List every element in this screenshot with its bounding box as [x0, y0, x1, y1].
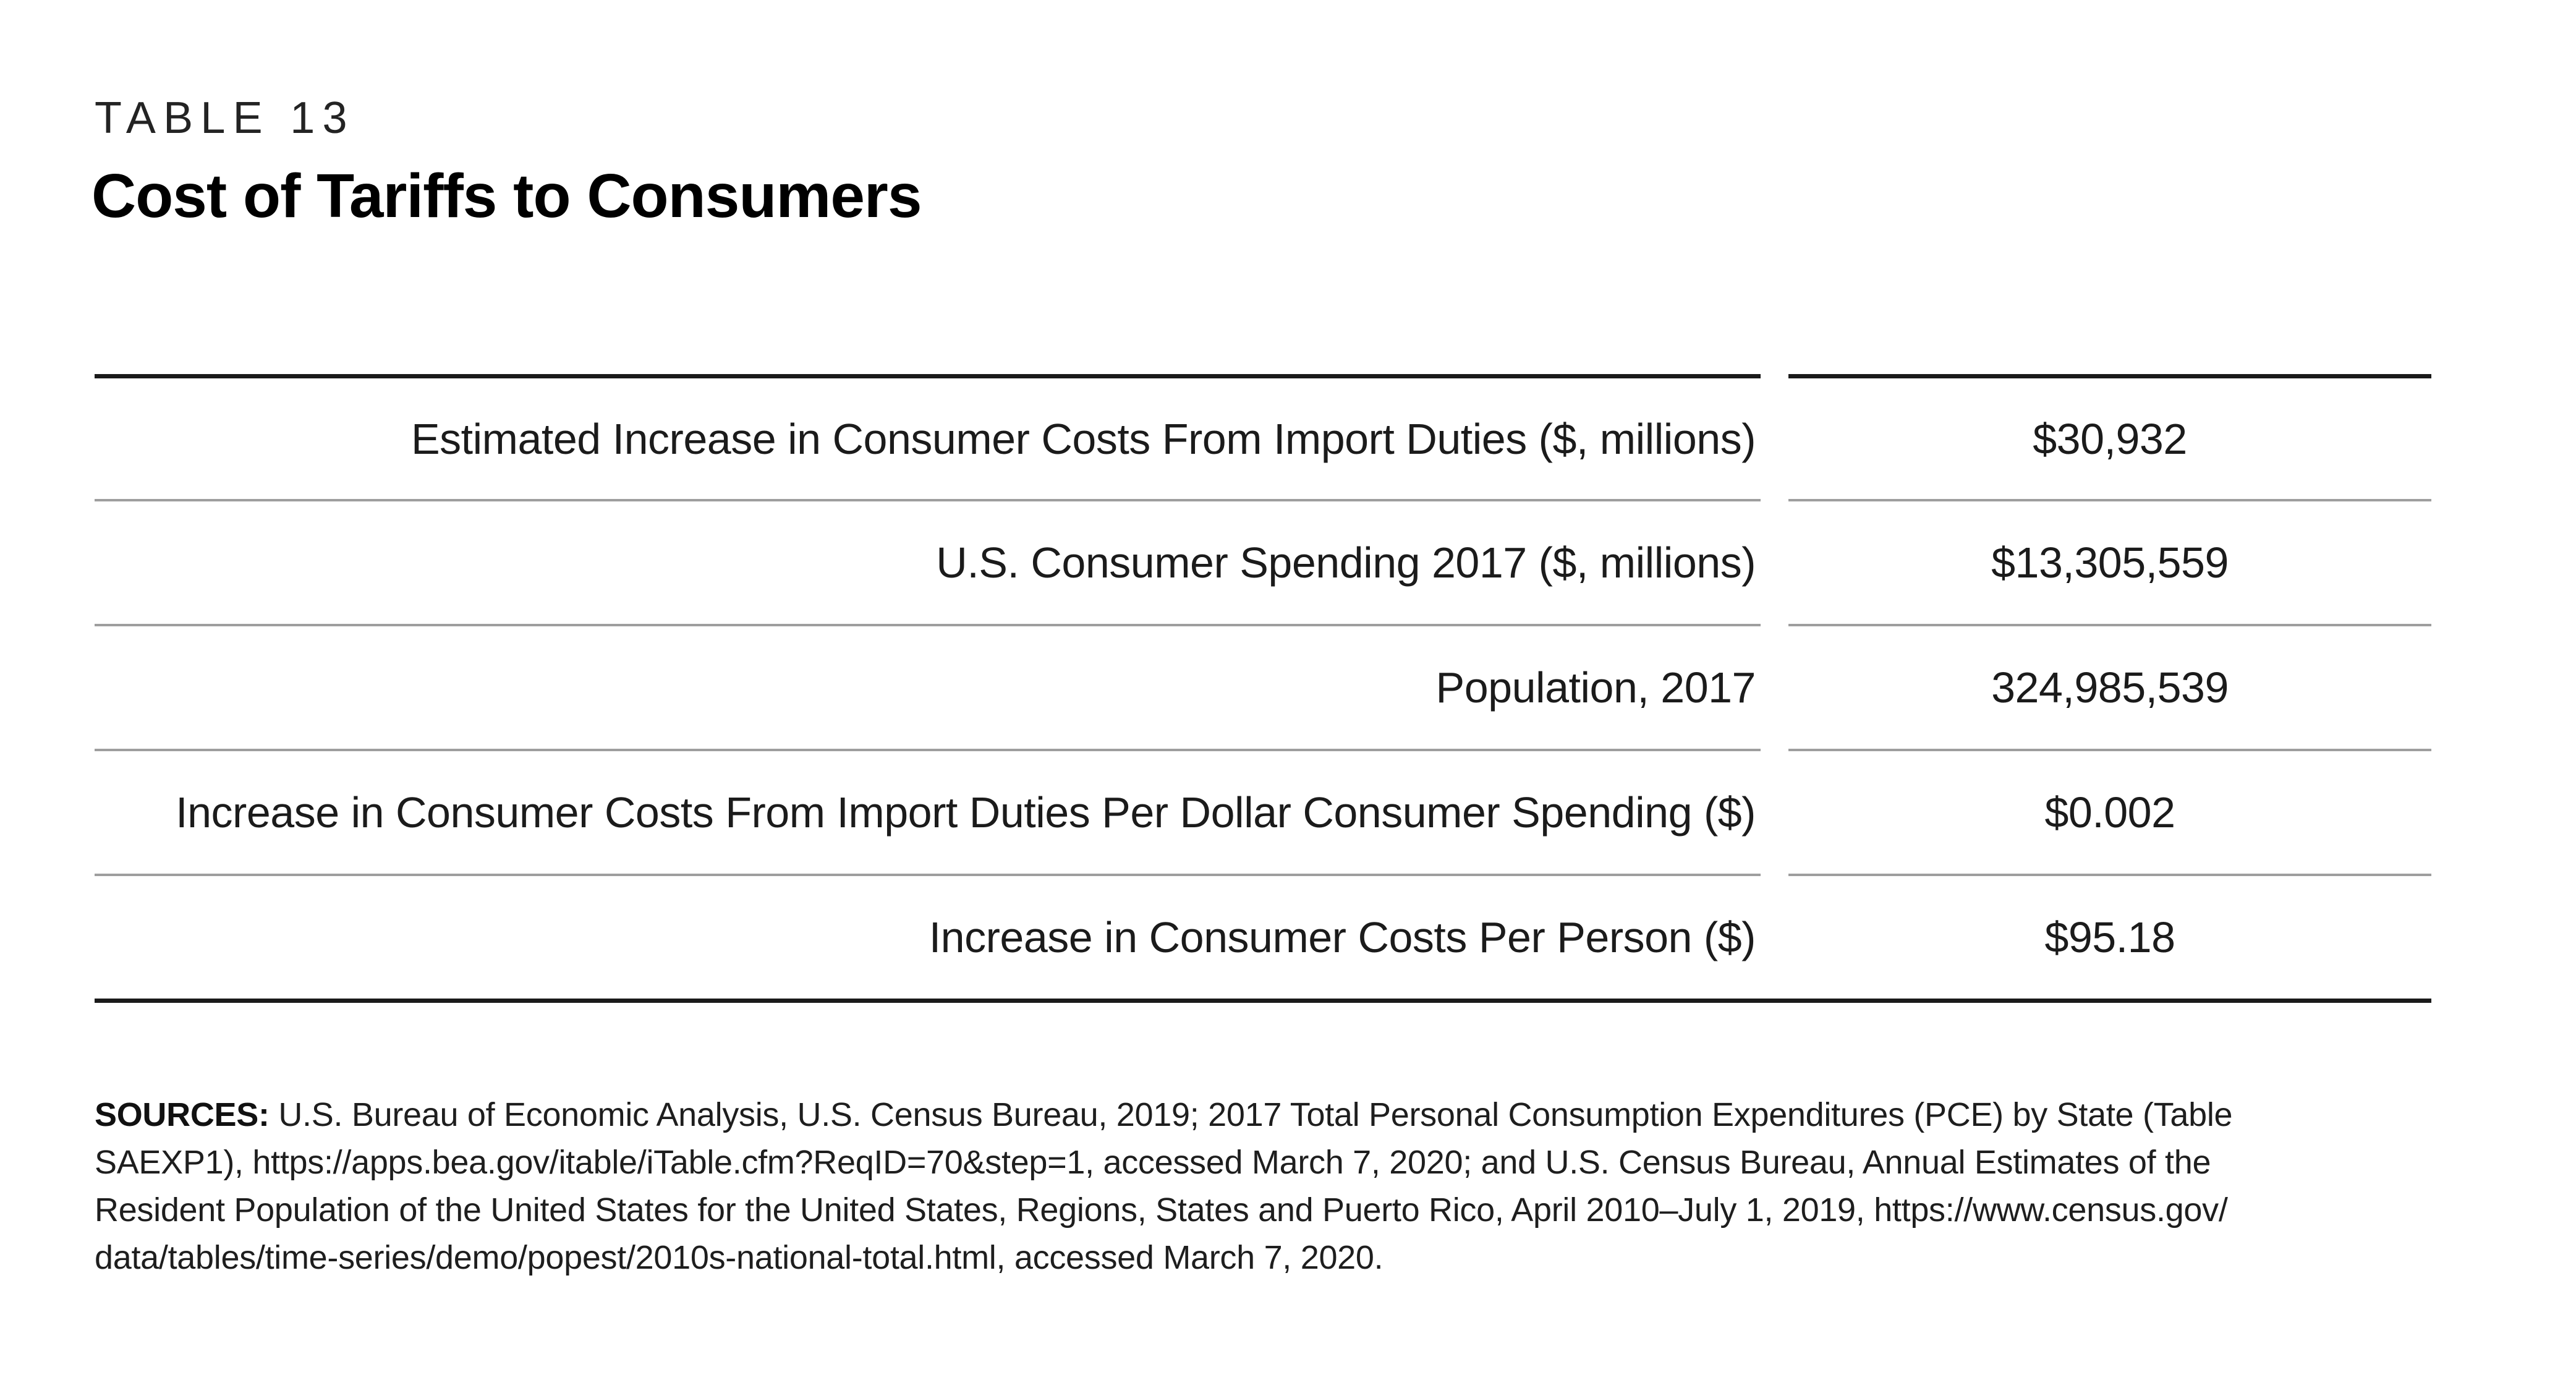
sources-label: SOURCES:: [95, 1096, 270, 1133]
column-gap: [1761, 374, 1788, 499]
row-value: $30,932: [1788, 374, 2431, 499]
sources-text: U.S. Bureau of Economic Analysis, U.S. Census Bureau, 2019; 2017 Total Personal Consumption Expenditures (PCE) by State (Table: [269, 1096, 2233, 1133]
table-title: Cost of Tariffs to Consumers: [91, 161, 922, 231]
data-table: [95, 374, 2431, 1003]
table-bottom-border: [95, 999, 2431, 1003]
row-value: 324,985,539: [1788, 624, 2431, 749]
sources-line: data/tables/time-series/demo/popest/2010s-national-total.html, accessed March 7, 2020.: [95, 1239, 1384, 1276]
sources-line: [95, 1091, 2506, 1139]
row-value: $95.18: [1788, 874, 2431, 999]
column-gap: [1761, 499, 1788, 624]
row-value: $13,305,559: [1788, 499, 2431, 624]
sources-note: [95, 1091, 2506, 1282]
table-number: TABLE 13: [95, 93, 355, 143]
sources-line: SAEXP1), https://apps.bea.gov/itable/iTable.cfm?ReqID=70&step=1, accessed March 7, 2020; and U.S. Census Bureau, Annual Estimates of the: [95, 1144, 2211, 1181]
table-row: [95, 499, 2431, 624]
row-label: U.S. Consumer Spending 2017 ($, millions): [95, 499, 1761, 624]
table-row: [95, 374, 2431, 499]
table-row: [95, 624, 2431, 749]
row-label: Population, 2017: [95, 624, 1761, 749]
table-row: [95, 874, 2431, 999]
sources-line: Resident Population of the United States for the United States, Regions, States and Puerto Rico, April 2010–July 1, 2019, https://www.census.gov/: [95, 1191, 2228, 1229]
row-label: Estimated Increase in Consumer Costs From Import Duties ($, millions): [95, 374, 1761, 499]
row-value: $0.002: [1788, 749, 2431, 874]
column-gap: [1761, 624, 1788, 749]
row-label: Increase in Consumer Costs From Import Duties Per Dollar Consumer Spending ($): [95, 749, 1761, 874]
row-label: Increase in Consumer Costs Per Person ($): [95, 874, 1761, 999]
column-gap: [1761, 874, 1788, 999]
column-gap: [1761, 749, 1788, 874]
table-row: [95, 749, 2431, 874]
